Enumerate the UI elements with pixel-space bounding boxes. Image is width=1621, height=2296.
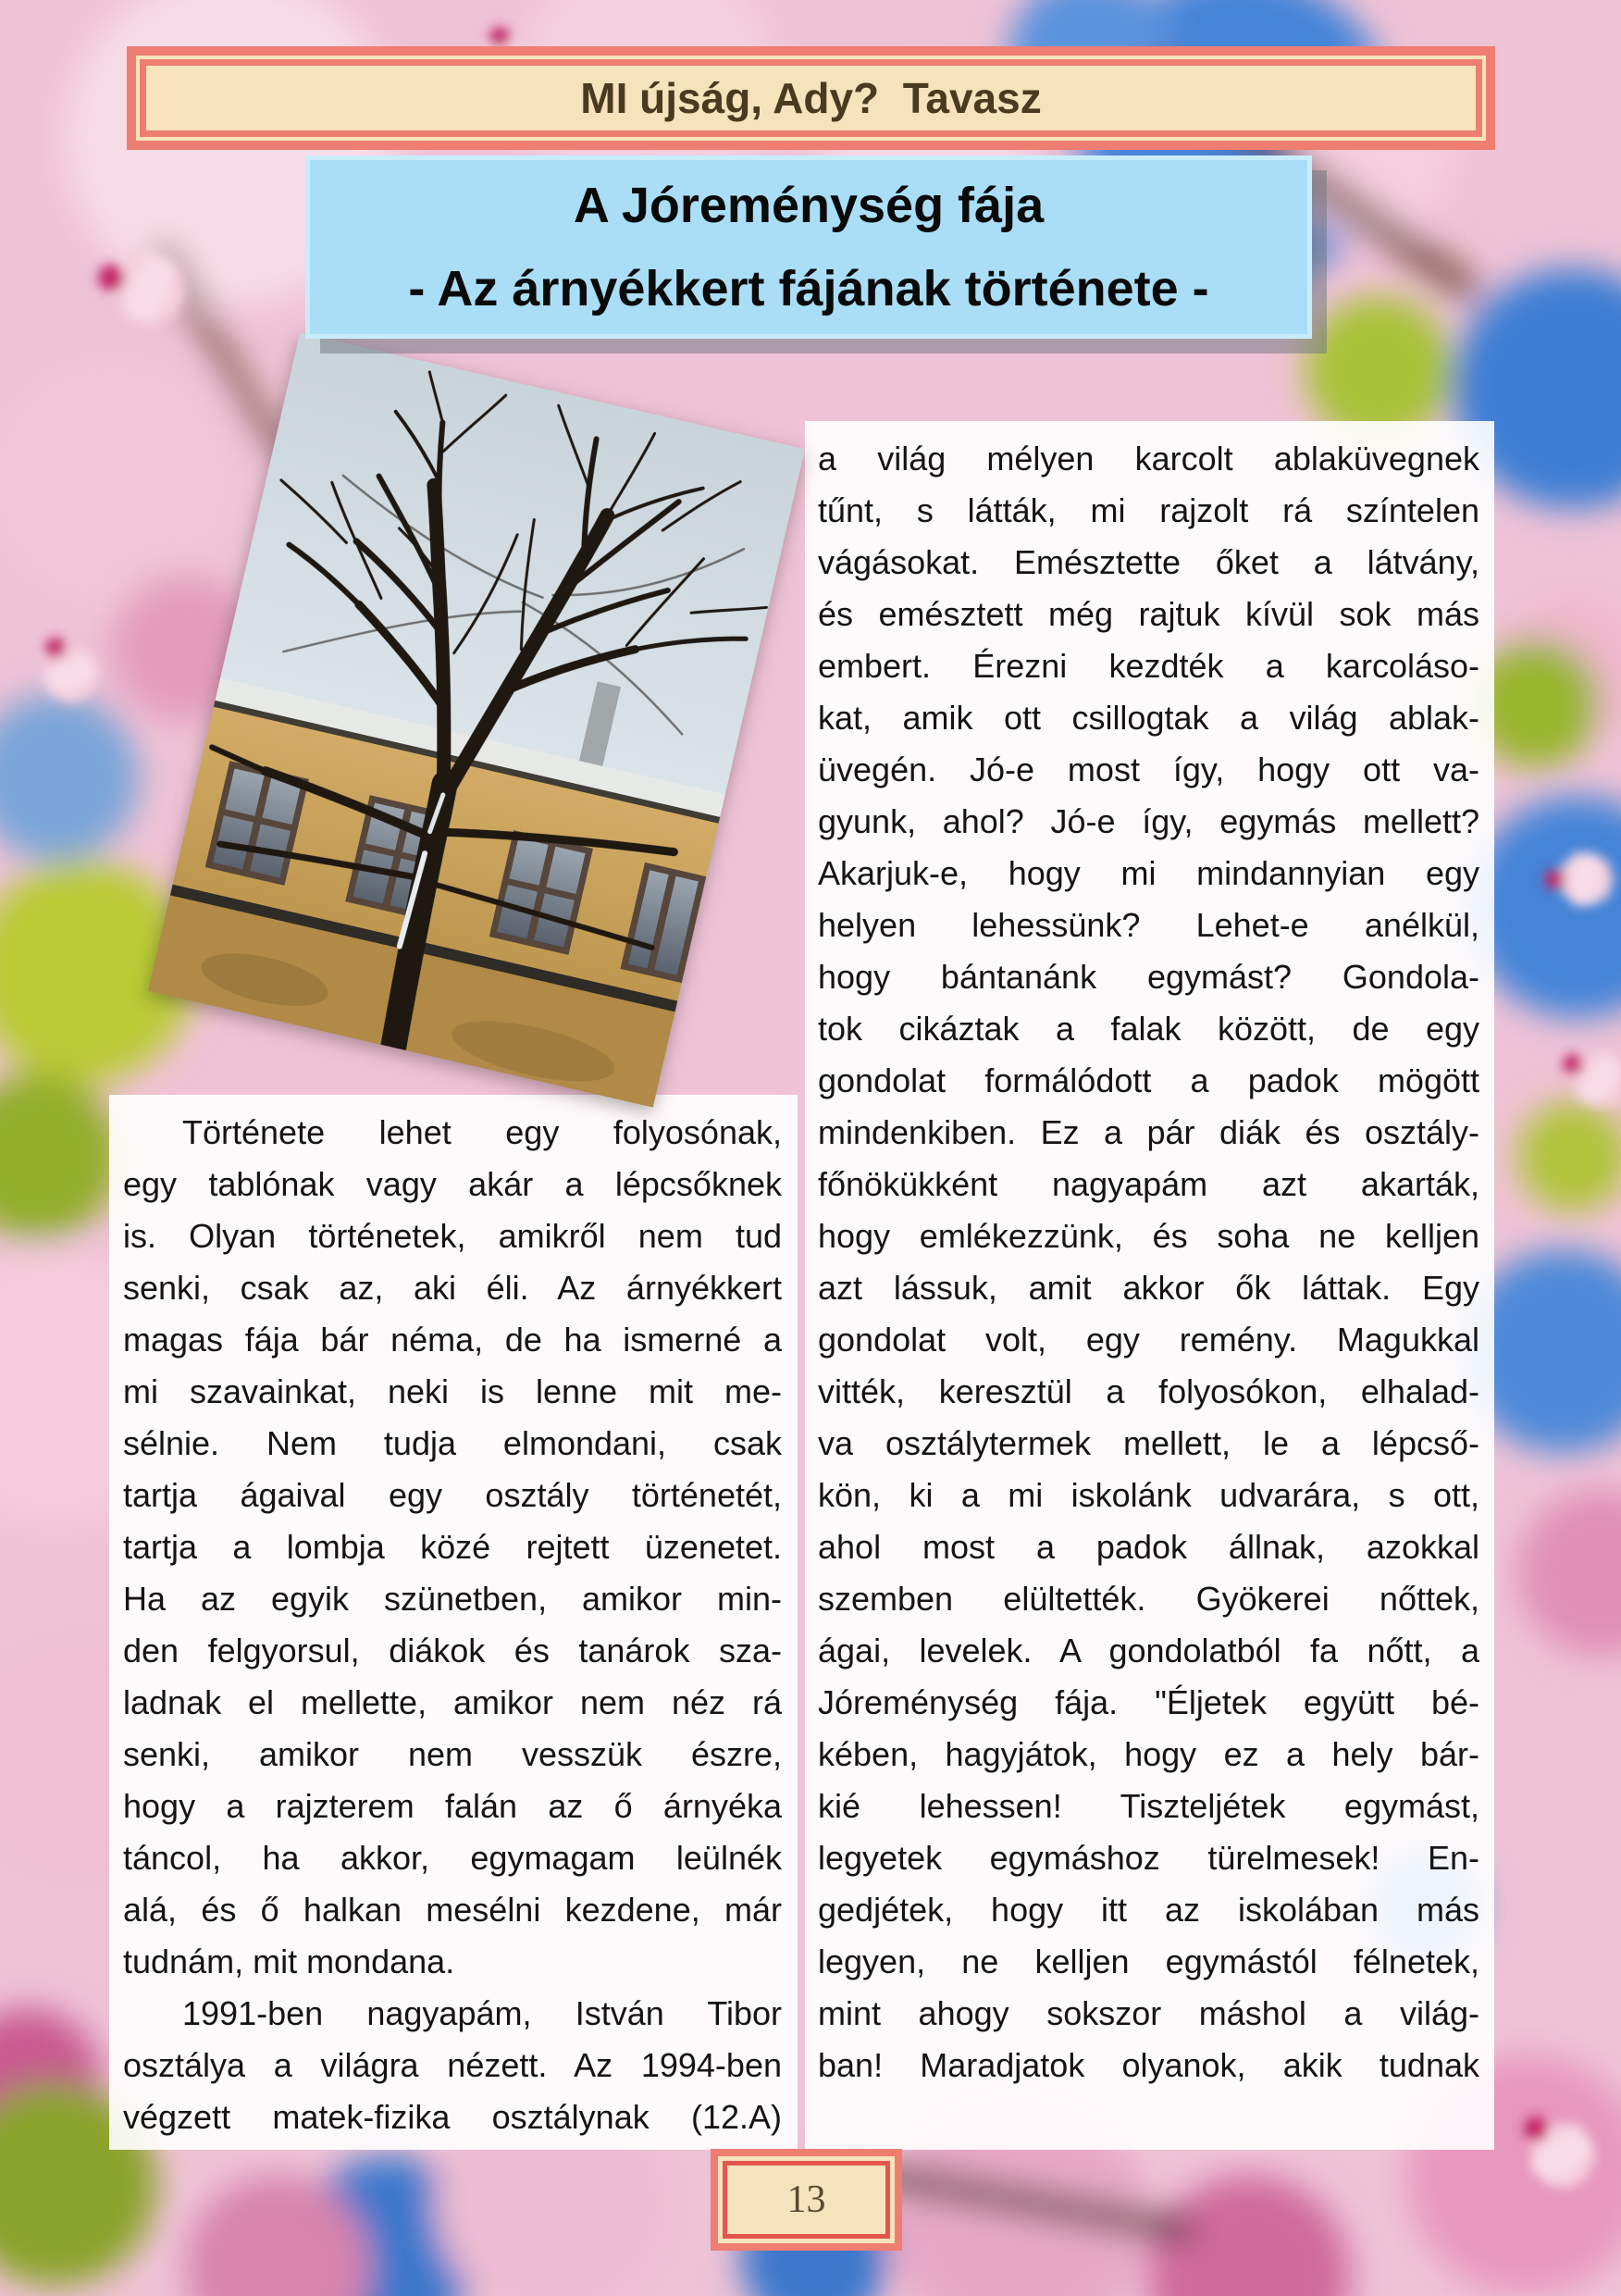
text-line: szemben elültették. Gyökerei nőttek, [818, 1580, 1479, 1618]
text-line: ágai, levelek. A gondolatból fa nőtt, a [818, 1632, 1479, 1669]
text-line: ban! Maradjatok olyanok, akik tudnak [818, 2046, 1479, 2084]
text-line: tűnt, s látták, mi rajzolt rá színtelen [818, 491, 1479, 529]
page-number-frame [718, 2156, 895, 2243]
text-line: va osztálytermek mellett, le a lépcső- [818, 1424, 1479, 1462]
magazine-title: MI újság, Ady? Tavasz [580, 74, 1042, 122]
article-title-line2: - Az árnyékkert fájának története - [408, 261, 1209, 316]
text-line: mindenkiben. Ez a pár diák és osztály- [818, 1113, 1479, 1151]
text-line: kié lehessen! Tiszteljétek egymást, [818, 1787, 1479, 1825]
text-line: ladnak el mellette, amikor nem néz rá [123, 1683, 782, 1721]
text-line: tartja a lombja közé rejtett üzenetet. [123, 1528, 782, 1566]
article-left-column [109, 1095, 798, 2150]
text-line: Akarjuk-e, hogy mi mindannyian egy [818, 854, 1479, 892]
text-line: táncol, ha akkor, egymagam leülnék [123, 1839, 782, 1877]
text-line: vágásokat. Emésztette őket a látvány, [818, 543, 1479, 581]
text-line: főnökükként nagyapám azt akarták, [818, 1165, 1479, 1203]
text-line: gondolat formálódott a padok mögött [818, 1061, 1479, 1099]
text-line: den felgyorsul, diákok és tanárok sza- [123, 1632, 782, 1669]
article-title-line1: A Jóreménység fája [573, 178, 1045, 233]
text-line: senki, amikor nem vesszük észre, [123, 1735, 782, 1773]
text-line: végzett matek-fizika osztálynak (12.A) [123, 2098, 782, 2136]
header-banner [127, 46, 1495, 150]
header-banner-frame [136, 56, 1486, 141]
text-line: Ha az egyik szünetben, amikor min- [123, 1580, 782, 1618]
text-line: 1991-ben nagyapám, István Tibor [182, 1994, 782, 2032]
text-line: mint ahogy sokszor máshol a világ- [818, 1994, 1479, 2032]
text-line: senki, csak az, aki éli. Az árnyékkert [123, 1269, 782, 1307]
text-line: tartja ágaival egy osztály történetét, [123, 1476, 782, 1514]
text-line: Jóreménység fája. "Éljetek együtt bé- [818, 1683, 1479, 1721]
text-line: gedjétek, hogy itt az iskolában más [818, 1891, 1479, 1929]
page-number-inner [723, 2161, 890, 2239]
text-line: üvegén. Jó-e most így, hogy ott va- [818, 751, 1479, 788]
text-line: kében, hagyjátok, hogy ez a hely bár- [818, 1735, 1479, 1773]
text-line: magas fája bár néma, de ha ismerné a [123, 1321, 782, 1359]
text-line: legyen, ne kelljen egymástól félnetek, [818, 1942, 1479, 1980]
text-line: egy tablónak vagy akár a lépcsőknek [123, 1165, 782, 1203]
text-line: osztálya a világra nézett. Az 1994-ben [123, 2046, 782, 2084]
text-line: is. Olyan történetek, amikről nem tud [123, 1217, 782, 1255]
text-line: hogy emlékezzünk, és soha ne kelljen [818, 1217, 1479, 1255]
text-line: mi szavainkat, neki is lenne mit me- [123, 1372, 782, 1410]
text-line: a világ mélyen karcolt ablaküvegnek [818, 440, 1479, 478]
text-line: ahol most a padok állnak, azokkal [818, 1528, 1479, 1566]
text-line: legyetek egymáshoz türelmesek! En- [818, 1839, 1479, 1877]
text-line: gondolat volt, egy remény. Magukkal [818, 1321, 1479, 1359]
text-line: kat, amik ott csillogtak a világ ablak- [818, 699, 1479, 737]
text-line: tok cikáztak a falak között, de egy [818, 1010, 1479, 1048]
text-line: hogy bántanánk egymást? Gondola- [818, 958, 1479, 996]
text-line: tudnám, mit mondana. [123, 1942, 455, 1980]
text-line: helyen lehessünk? Lehet-e anélkül, [818, 906, 1479, 944]
text-line: alá, és ő halkan mesélni kezdene, már [123, 1891, 782, 1929]
page-number: 13 [786, 2178, 826, 2221]
text-line: és emésztett még rajtuk kívül sok más [818, 595, 1479, 633]
text-line: kön, ki a mi iskolánk udvarára, s ott, [818, 1476, 1479, 1514]
article-title-box [305, 155, 1312, 339]
text-line: vitték, keresztül a folyosókon, elhalad- [818, 1372, 1479, 1410]
header-banner-inner [146, 66, 1476, 130]
page-number-box [711, 2149, 902, 2251]
text-line: azt lássuk, amit akkor ők láttak. Egy [818, 1269, 1479, 1307]
text-line: Története lehet egy folyosónak, [182, 1113, 782, 1151]
text-line: hogy a rajzterem falán az ő árnyéka [123, 1787, 782, 1825]
text-line: gyunk, ahol? Jó-e így, egymás mellett? [818, 802, 1479, 840]
text-line: sélnie. Nem tudja elmondani, csak [123, 1424, 782, 1462]
text-line: embert. Érezni kezdték a karcoláso- [818, 647, 1479, 685]
article-right-column [805, 421, 1494, 2150]
